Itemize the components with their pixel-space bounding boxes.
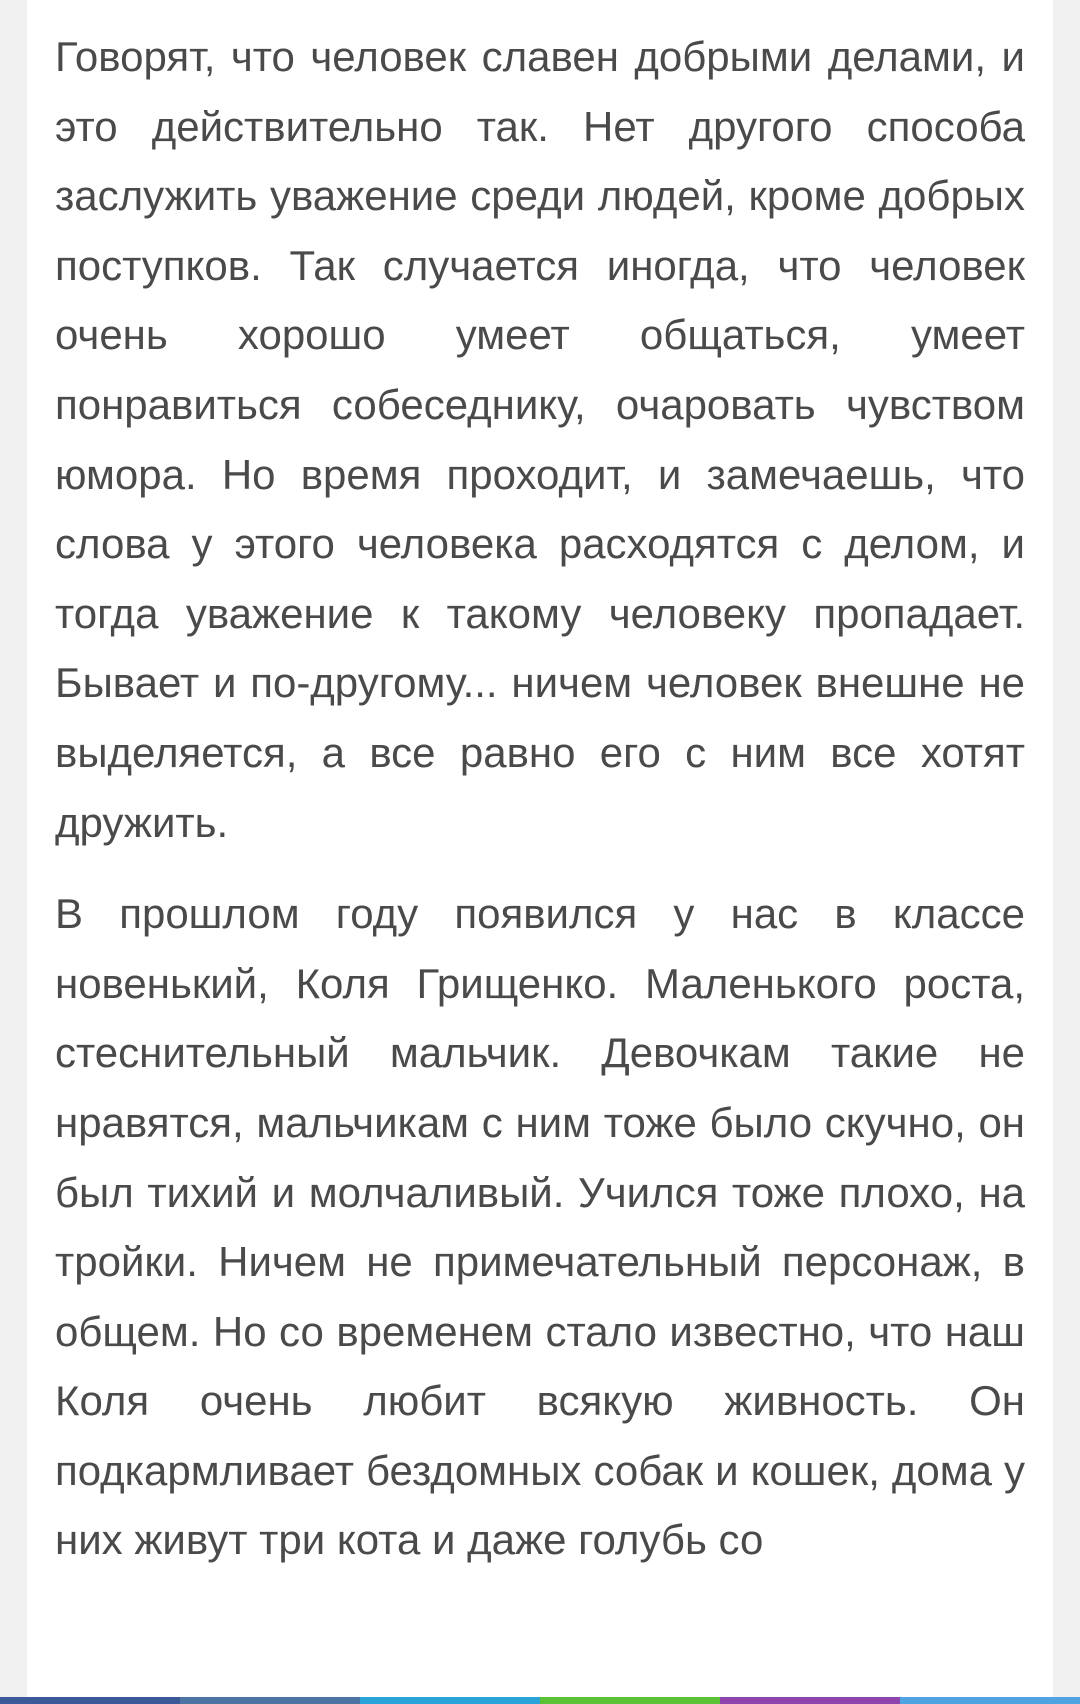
- article-paragraph: В прошлом году появился у нас в классе новенький, Коля Грищенко. Маленького роста, стеснительный мальчик. Девочкам такие не нравятся, мальчикам с ним тоже было скучно, он был тихий и молчаливый. Учился тоже плохо, на тройки. Ничем не примечательный персонаж, в общем. Но со временем стало известно, что наш Коля очень любит всякую живность. Он подкармливает бездомных собак и кошек, дома у них живут три кота и даже голубь со: [55, 890, 1025, 1564]
- share-buttons-bar: [0, 1697, 1080, 1704]
- article-card: [27, 0, 1053, 1697]
- share-button-viber[interactable]: [720, 1697, 900, 1704]
- article-body: [55, 22, 1025, 1575]
- share-button-twitter[interactable]: [360, 1697, 540, 1704]
- article-paragraph: Говорят, что человек славен добрыми делами, и это действительно так. Нет другого способа заслужить уважение среди людей, кроме добрых поступков. Так случается иногда, что человек очень хорошо умеет общаться, умеет понравиться собеседнику, очаровать чувством юмора. Но время проходит, и замечаешь, что слова у этого человека расходятся с делом, и тогда уважение к такому человеку пропадает. Бывает и по-другому... ничем человек внешне не выделяется, а все равно его с ним все хотят дружить.: [55, 33, 1025, 846]
- share-button-vk[interactable]: [180, 1697, 360, 1704]
- share-button-whatsapp[interactable]: [540, 1697, 720, 1704]
- share-button-telegram[interactable]: [900, 1697, 1080, 1704]
- share-button-facebook[interactable]: [0, 1697, 180, 1704]
